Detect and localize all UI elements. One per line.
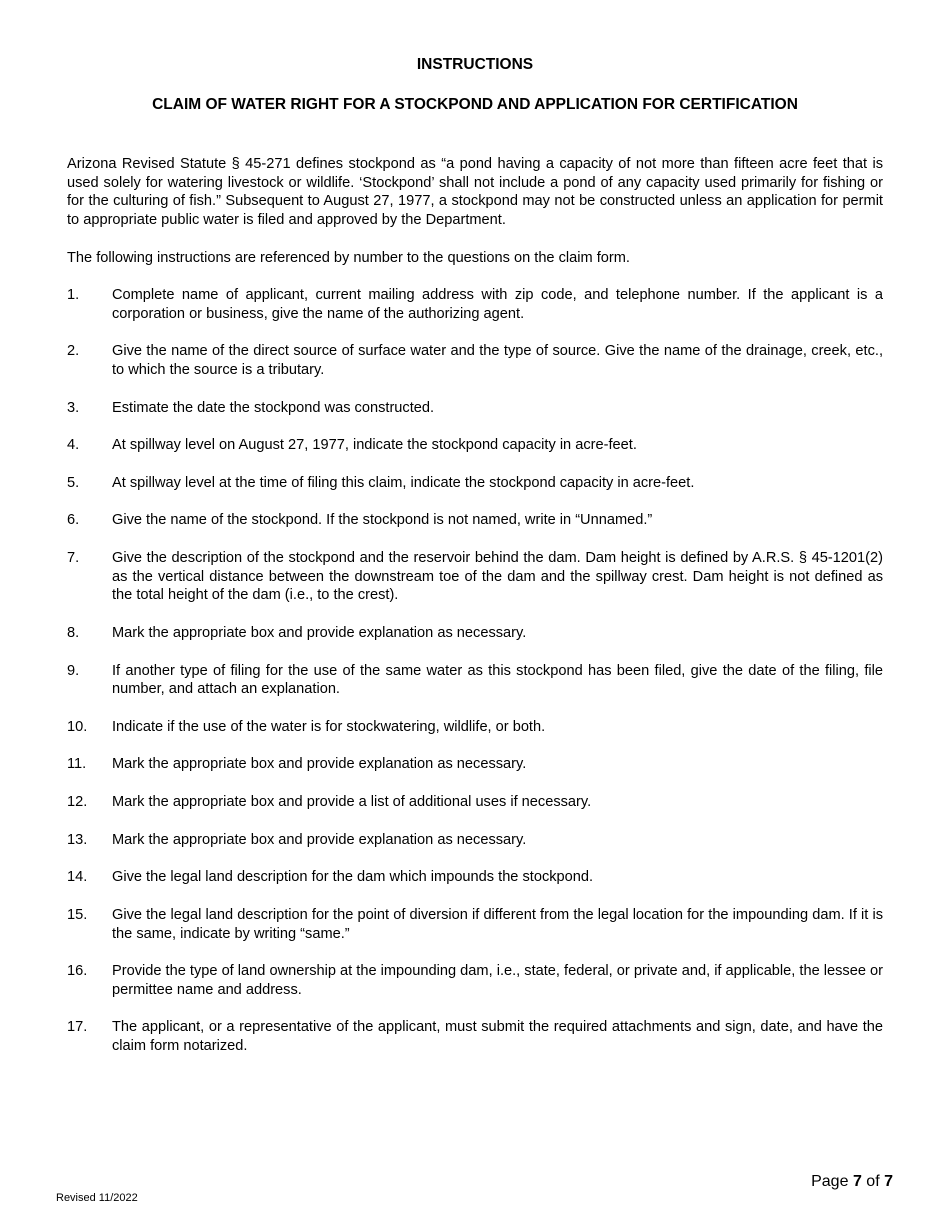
page-subtitle: CLAIM OF WATER RIGHT FOR A STOCKPOND AND APPLICATION FOR CERTIFICATION <box>152 96 798 113</box>
list-item <box>67 474 883 493</box>
item-text: Give the description of the stockpond and the reservoir behind the dam. Dam height is defined by A.R.S. § 45-1201(2) as the vertical distance between the downstream toe of the dam and the spillway crest. Dam height is not defined as the total height of the dam (i.e., to the crest). <box>112 549 883 604</box>
item-number: 7. <box>67 549 80 566</box>
list-item <box>67 662 883 699</box>
list-item <box>67 868 883 887</box>
item-text: Indicate if the use of the water is for stockwatering, wildlife, or both. <box>112 718 546 735</box>
item-text: Mark the appropriate box and provide explanation as necessary. <box>112 831 527 848</box>
list-item <box>67 399 883 418</box>
page-current: 7 <box>852 1173 862 1190</box>
item-number: 5. <box>67 474 80 491</box>
page-total: 7 <box>884 1173 893 1190</box>
list-item <box>67 718 883 737</box>
list-item <box>67 286 883 323</box>
list-item <box>67 962 883 999</box>
item-text: Give the name of the stockpond. If the stockpond is not named, write in “Unnamed.” <box>112 512 653 529</box>
item-number: 6. <box>67 512 80 529</box>
item-number: 4. <box>67 437 80 454</box>
item-number: 3. <box>67 399 80 416</box>
item-number: 14. <box>67 869 88 886</box>
item-text: Mark the appropriate box and provide a list of additional uses if necessary. <box>112 794 592 811</box>
revision-date: Revised 11/2022 <box>56 1192 138 1204</box>
list-item <box>67 793 883 812</box>
item-text: Give the legal land description for the dam which impounds the stockpond. <box>112 869 594 886</box>
item-number: 15. <box>67 906 88 923</box>
item-text: Mark the appropriate box and provide explanation as necessary. <box>112 756 527 773</box>
page-number <box>811 1173 893 1191</box>
page-title: INSTRUCTIONS <box>416 56 534 73</box>
item-text: At spillway level at the time of filing this claim, indicate the stockpond capacity in acre-feet. <box>112 474 695 491</box>
list-item <box>67 436 883 455</box>
list-item <box>67 549 883 605</box>
item-number: 1. <box>67 287 80 303</box>
item-number: 9. <box>67 662 80 679</box>
item-text: Give the legal land description for the point of diversion if different from the legal location for the impounding dam. If it is the same, indicate by writing “same.” <box>112 906 883 942</box>
list-item <box>67 755 883 774</box>
list-item <box>67 1018 883 1055</box>
list-item <box>67 342 883 379</box>
page-of: of <box>866 1173 880 1190</box>
list-item <box>67 511 883 530</box>
item-number: 16. <box>67 963 88 980</box>
item-number: 11. <box>67 756 87 773</box>
list-item <box>67 906 883 943</box>
lead-paragraph: The following instructions are referenced by number to the questions on the claim form. <box>67 250 630 266</box>
instructions-list <box>67 286 883 1075</box>
list-item <box>67 831 883 850</box>
item-text: Give the name of the direct source of surface water and the type of source. Give the name of the drainage, creek, etc., to which the source is a tributary. <box>112 343 883 378</box>
item-text: The applicant, or a representative of the applicant, must submit the required attachments and sign, date, and have the claim form notarized. <box>112 1019 883 1055</box>
intro-paragraph: Arizona Revised Statute § 45-271 defines stockpond as “a pond having a capacity of not more than fifteen acre feet that is used solely for watering livestock or wildlife. ‘Stockpond’ shall not include a pond of any capacity used primarily for fishing or for the culturing of fish.” Subsequent to August 27, 1977, a stockpond may not be constructed unless an application for permit to appropriate public water is filed and approved by the Department. <box>67 156 883 229</box>
item-text: Provide the type of land ownership at the impounding dam, i.e., state, federal, or private and, if applicable, the lessee or permittee name and address. <box>112 963 883 998</box>
item-number: 2. <box>67 343 80 360</box>
item-text: Estimate the date the stockpond was constructed. <box>112 399 435 416</box>
page-prefix: Page <box>811 1173 849 1190</box>
item-number: 8. <box>67 624 80 641</box>
item-text: If another type of filing for the use of the same water as this stockpond has been filed, give the date of the filing, file number, and attach an explanation. <box>112 662 883 698</box>
item-number: 13. <box>67 831 88 848</box>
item-number: 17. <box>67 1019 88 1036</box>
list-item <box>67 624 883 643</box>
item-text: At spillway level on August 27, 1977, indicate the stockpond capacity in acre-feet. <box>112 437 637 454</box>
item-text: Mark the appropriate box and provide explanation as necessary. <box>112 624 527 641</box>
item-text: Complete name of applicant, current mailing address with zip code, and telephone number. If the applicant is a corporation or business, give the name of the authorizing agent. <box>112 287 883 322</box>
item-number: 12. <box>67 794 88 811</box>
item-number: 10. <box>67 718 88 735</box>
